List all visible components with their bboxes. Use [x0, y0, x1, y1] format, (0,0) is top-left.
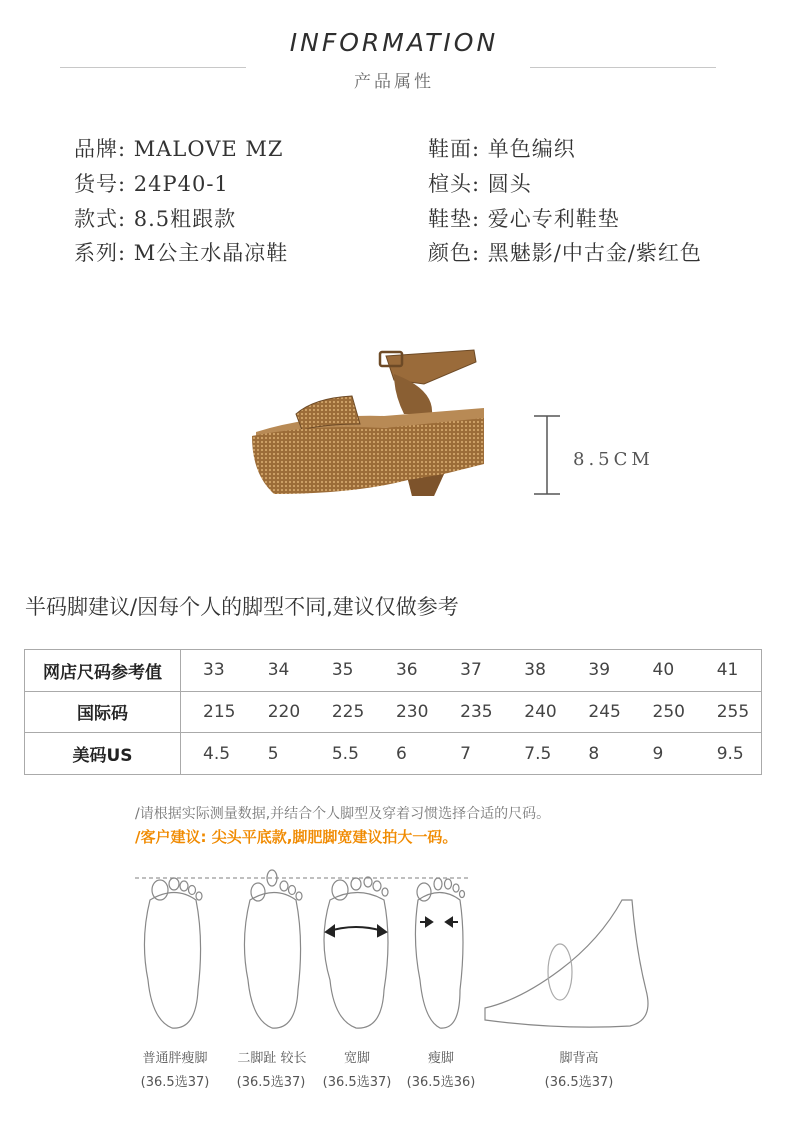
info-toe: 楦头: 圆头 [428, 172, 532, 196]
table-cell: 8 [568, 733, 632, 775]
table-cell: 230 [376, 691, 440, 733]
table-cell: 4.5 [181, 733, 248, 775]
table-row [25, 691, 762, 733]
measure-note: /请根据实际测量数据,并结合个人脚型及穿着习惯选择合适的尺码。 [135, 806, 551, 822]
info-color: 颜色: 黑魅影/中古金/紫红色 [428, 241, 702, 265]
table-cell: 5 [248, 733, 312, 775]
info-upper: 鞋面: 单色编织 [428, 137, 576, 161]
foot-size-narrow: (36.5选36) [406, 1075, 476, 1090]
info-series: 系列: M公主水晶凉鞋 [74, 241, 289, 265]
foot-size-high-instep: (36.5选37) [544, 1075, 614, 1090]
table-row [25, 733, 762, 775]
foot-size-second-toe: (36.5选37) [236, 1075, 306, 1090]
info-sku: 货号: 24P40-1 [74, 172, 229, 196]
table-cell: 40 [633, 650, 697, 692]
table-row [25, 650, 762, 692]
table-cell: 37 [440, 650, 504, 692]
foot-label-normal: 普通胖瘦脚 [142, 1051, 208, 1066]
table-cell: 33 [181, 650, 248, 692]
foot-label-high-instep: 脚背高 [559, 1051, 599, 1066]
heel-height-label: 8.5CM [573, 449, 654, 470]
page-subtitle: 产品属性 [354, 72, 434, 92]
table-cell: 35 [312, 650, 376, 692]
table-cell: 6 [376, 733, 440, 775]
foot-label-narrow: 瘦脚 [427, 1051, 454, 1066]
table-cell: 220 [248, 691, 312, 733]
table-cell: 36 [376, 650, 440, 692]
page-title: INFORMATION [289, 28, 499, 57]
height-measure [534, 414, 564, 498]
customer-advice: /客户建议: 尖头平底款,脚肥脚宽建议拍大一码。 [135, 828, 458, 846]
table-cell: 9 [633, 733, 697, 775]
info-style: 款式: 8.5粗跟款 [74, 207, 237, 231]
table-cell: 41 [697, 650, 762, 692]
foot-type-illustrations [0, 860, 788, 1045]
table-cell: 39 [568, 650, 632, 692]
table-cell: 240 [504, 691, 568, 733]
table-cell: 235 [440, 691, 504, 733]
table-cell: 245 [568, 691, 632, 733]
table-cell: 38 [504, 650, 568, 692]
foot-label-second-toe: 二脚趾 较长 [237, 1051, 307, 1066]
table-cell: 9.5 [697, 733, 762, 775]
table-cell: 215 [181, 691, 248, 733]
table-cell: 34 [248, 650, 312, 692]
table-cell: 255 [697, 691, 762, 733]
size-table [24, 649, 762, 775]
foot-size-wide: (36.5选37) [322, 1075, 392, 1090]
table-cell: 7 [440, 733, 504, 775]
table-cell: 250 [633, 691, 697, 733]
foot-label-wide: 宽脚 [343, 1051, 370, 1066]
row-header: 网店尺码参考值 [25, 650, 181, 692]
info-insole: 鞋垫: 爱心专利鞋垫 [428, 207, 620, 231]
table-cell: 225 [312, 691, 376, 733]
row-header: 国际码 [25, 691, 181, 733]
table-cell: 7.5 [504, 733, 568, 775]
table-cell: 5.5 [312, 733, 376, 775]
size-advice: 半码脚建议/因每个人的脚型不同,建议仅做参考 [25, 595, 459, 619]
row-header: 美码US [25, 733, 181, 775]
sandal-image [244, 344, 484, 504]
foot-size-normal: (36.5选37) [140, 1075, 210, 1090]
info-brand: 品牌: MALOVE MZ [74, 137, 284, 161]
